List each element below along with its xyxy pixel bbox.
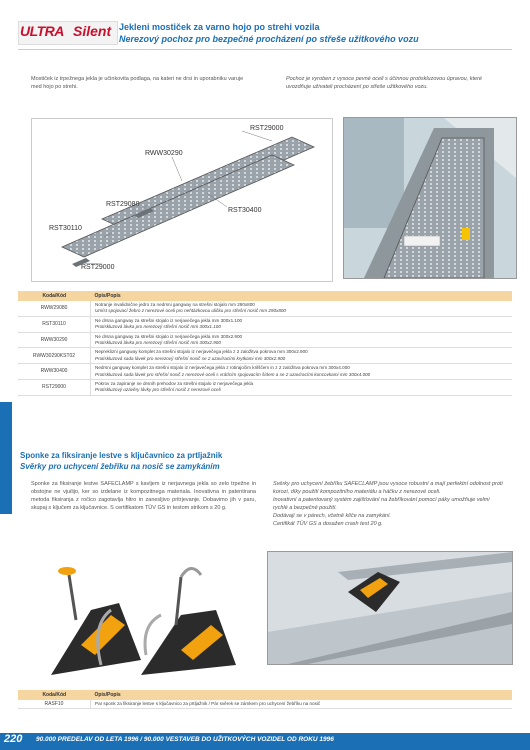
desc-cz: Protiskluzový uzávěry lávky pro střešní nosič z nerezové oceli [95,387,221,393]
desc-sl: Nepreklizni gangway komplet za strešni stojalo iz nerjavečega jekla z 2 založitva pokrova mm 300x2.900 [95,349,308,355]
desc-sl: Pokrov za zapiranje ne drsnih prehodov za strešni stojalo iz nerjavečega jekla [95,381,254,387]
cz-paragraph-2: Inovativní a patentovaný systém zajišťování na žebříkování pomocí páky umožňuje velmi rychlé a bezpečné použití. [273,497,490,511]
product-desc [91,380,513,396]
desc-sl: Nedrsni gangway komplet za strešni stojalo iz nerjavečega jekla z rotirajočim krilščem in z 2 založitva pokrova mm 300x4.000 [95,365,350,371]
label-rst29000-top: RST29000 [250,125,284,132]
section2-text-sl: Sponke za fiksiranje lestve SAFECLAMP s kavljem iz nerjavnega jekla so zelo trpežne in obstojne ne vjuilijo, ker so izdelane iz kompozitnega materiala. Inovativna in patentirana metoda fiksiranja z ročico zagotavlja hitro in zanesljivo pritrjevanje. Dobavimo jih v paru, skupaj s ključem za ključavnice. S certifikatom TÜV GS in testom strikom s 20 g. [31,481,256,511]
label-rst29080: RST29080 [106,201,140,208]
gangway-product-table [18,291,512,396]
product-desc [91,332,513,348]
desc-cz: Protiskluzová sada lávek pro střešní nosič z nerezové oceli s vrátícím spojovacím šídem a se 2 uzavíracími koncovkami mm 300x4.000 [95,371,371,377]
safeclamp-illustration [31,555,251,680]
col-desc-header: Opis/Popis [91,291,513,301]
safeclamp-product-table [18,690,512,709]
product-code: RWW30400 [18,364,91,380]
desc-cz: Protiskluzová lávka pro nerezový střešní nosič mm 300x1.100 [95,324,221,330]
safeclamp-drawing [31,555,251,680]
desc-sl: Ne drsna gangway za strešni stojalo iz nerjavečega jekla mm 300x2.900 [95,333,243,339]
safeclamp-photo [267,551,513,665]
product-desc [91,364,513,380]
table-row [18,332,512,348]
product-code: RWW29080 [18,301,91,316]
table-row [18,301,512,316]
header-divider [18,49,512,50]
logo-silent: Silent [73,23,112,39]
product-code: RST29000 [18,380,91,396]
product-desc: Par sponk za fiksiranje lestve s ključavnico za prtljažnik / Pár svěrek se zámkem pro uchycení žebříku na nosič [91,700,513,709]
gangway-panel-short [62,155,294,257]
desc-cz: Protiskluzová lávka pro nerezový střešní nosič mm 300x2.900 [95,340,221,346]
logo-ultra: ULTRA [20,23,64,39]
safeclamp-photo-drawing [268,552,512,664]
product-desc [91,316,513,332]
accent-sidebar [0,402,12,514]
product-desc [91,348,513,364]
table-row [18,380,512,396]
section-title-sl: Sponke za fiksiranje lestve s ključavnico za prtljažnik [20,451,223,460]
cz-paragraph-1: Svěrky pro uchycení žebříku SAFECLAMP jsou vysoce robustní a mají perfektní odolnost proti korozi, díky použití kompozitního materiálu a háčku z nerezové oceli. [273,481,503,495]
col-code-header: Koda/Kód [18,690,91,700]
product-code: RWW30290KST02 [18,348,91,364]
cz-paragraph-4: Certifikát TÜV GS a dosažen crash test 20 g. [273,521,383,527]
product-code: RWW30290 [18,332,91,348]
col-desc-header: Opis/Popis [91,690,513,700]
table-row [18,316,512,332]
gangway-photo-drawing [344,118,516,278]
section-title-cz: Svěrky pro uchycení žebříku na nosič se zamykáním [20,462,220,471]
intro-text-sl: Mostiček iz trpežnega jekla je učinkovita podlaga, na kateri ne drsi in uporabniku varuje med hojo po strehi. [31,76,244,90]
table-row [18,364,512,380]
desc-cz: Protiskluzová sada lávek pro nerezový střešní nosič se 2 uzavíracími krytkami mm 300x2.900 [95,355,286,361]
desc-sl: Notranje invalidnične jedro za nedrsni gangway na strešni stojalo mm 290x800 [95,302,255,307]
label-rst30110: RST30110 [49,225,82,232]
page-number: 220 [4,733,23,745]
page-title-sl: Jekleni mostiček za varno hojo po strehi vozila [119,22,320,32]
table-row [18,348,512,364]
product-code: RASF10 [18,700,91,709]
gangway-drawing [32,119,332,281]
gangway-photo [343,117,517,279]
cz-paragraph-3: Dodávají se v párech, včetně klíče na zamykání. [273,513,392,519]
desc-sl: Ne drsna gangway za strešni stojalo iz nerjavečega jekla mm 300x1.100 [95,317,243,323]
col-code-header: Koda/Kód [18,291,91,301]
page-title-cz: Nerezový pochoz pro bezpečné procházení po střeše užitkového vozu [119,34,419,44]
section2-text-cz [273,480,503,528]
label-rst30400: RST30400 [228,207,262,214]
label-rww30290: RWW30290 [145,150,183,157]
label-rst29000-bottom: RST29000 [81,264,115,271]
gangway-diagram [31,118,333,282]
product-code: RST30110 [18,316,91,332]
product-desc [91,301,513,316]
table-row [18,700,512,709]
intro-text-cz: Pochoz je vyroben z vysoce pevné oceli s účinnou protiskluzovou úpravou, které uvozdňuje uživateli procházení po střeše užitkového vozu. [286,76,482,90]
footer-tagline: 90.000 PREDELAV OD LETA 1996 / 90.000 VESTAVEB DO UŽITKOVÝCH VOZIDEL OD ROKU 1996 [36,736,334,743]
desc-cz: Umíst spojovací žebro z nerezové oceli pro nehtázkovou uličku pro střešní nosič mm 290x800 [95,308,286,314]
